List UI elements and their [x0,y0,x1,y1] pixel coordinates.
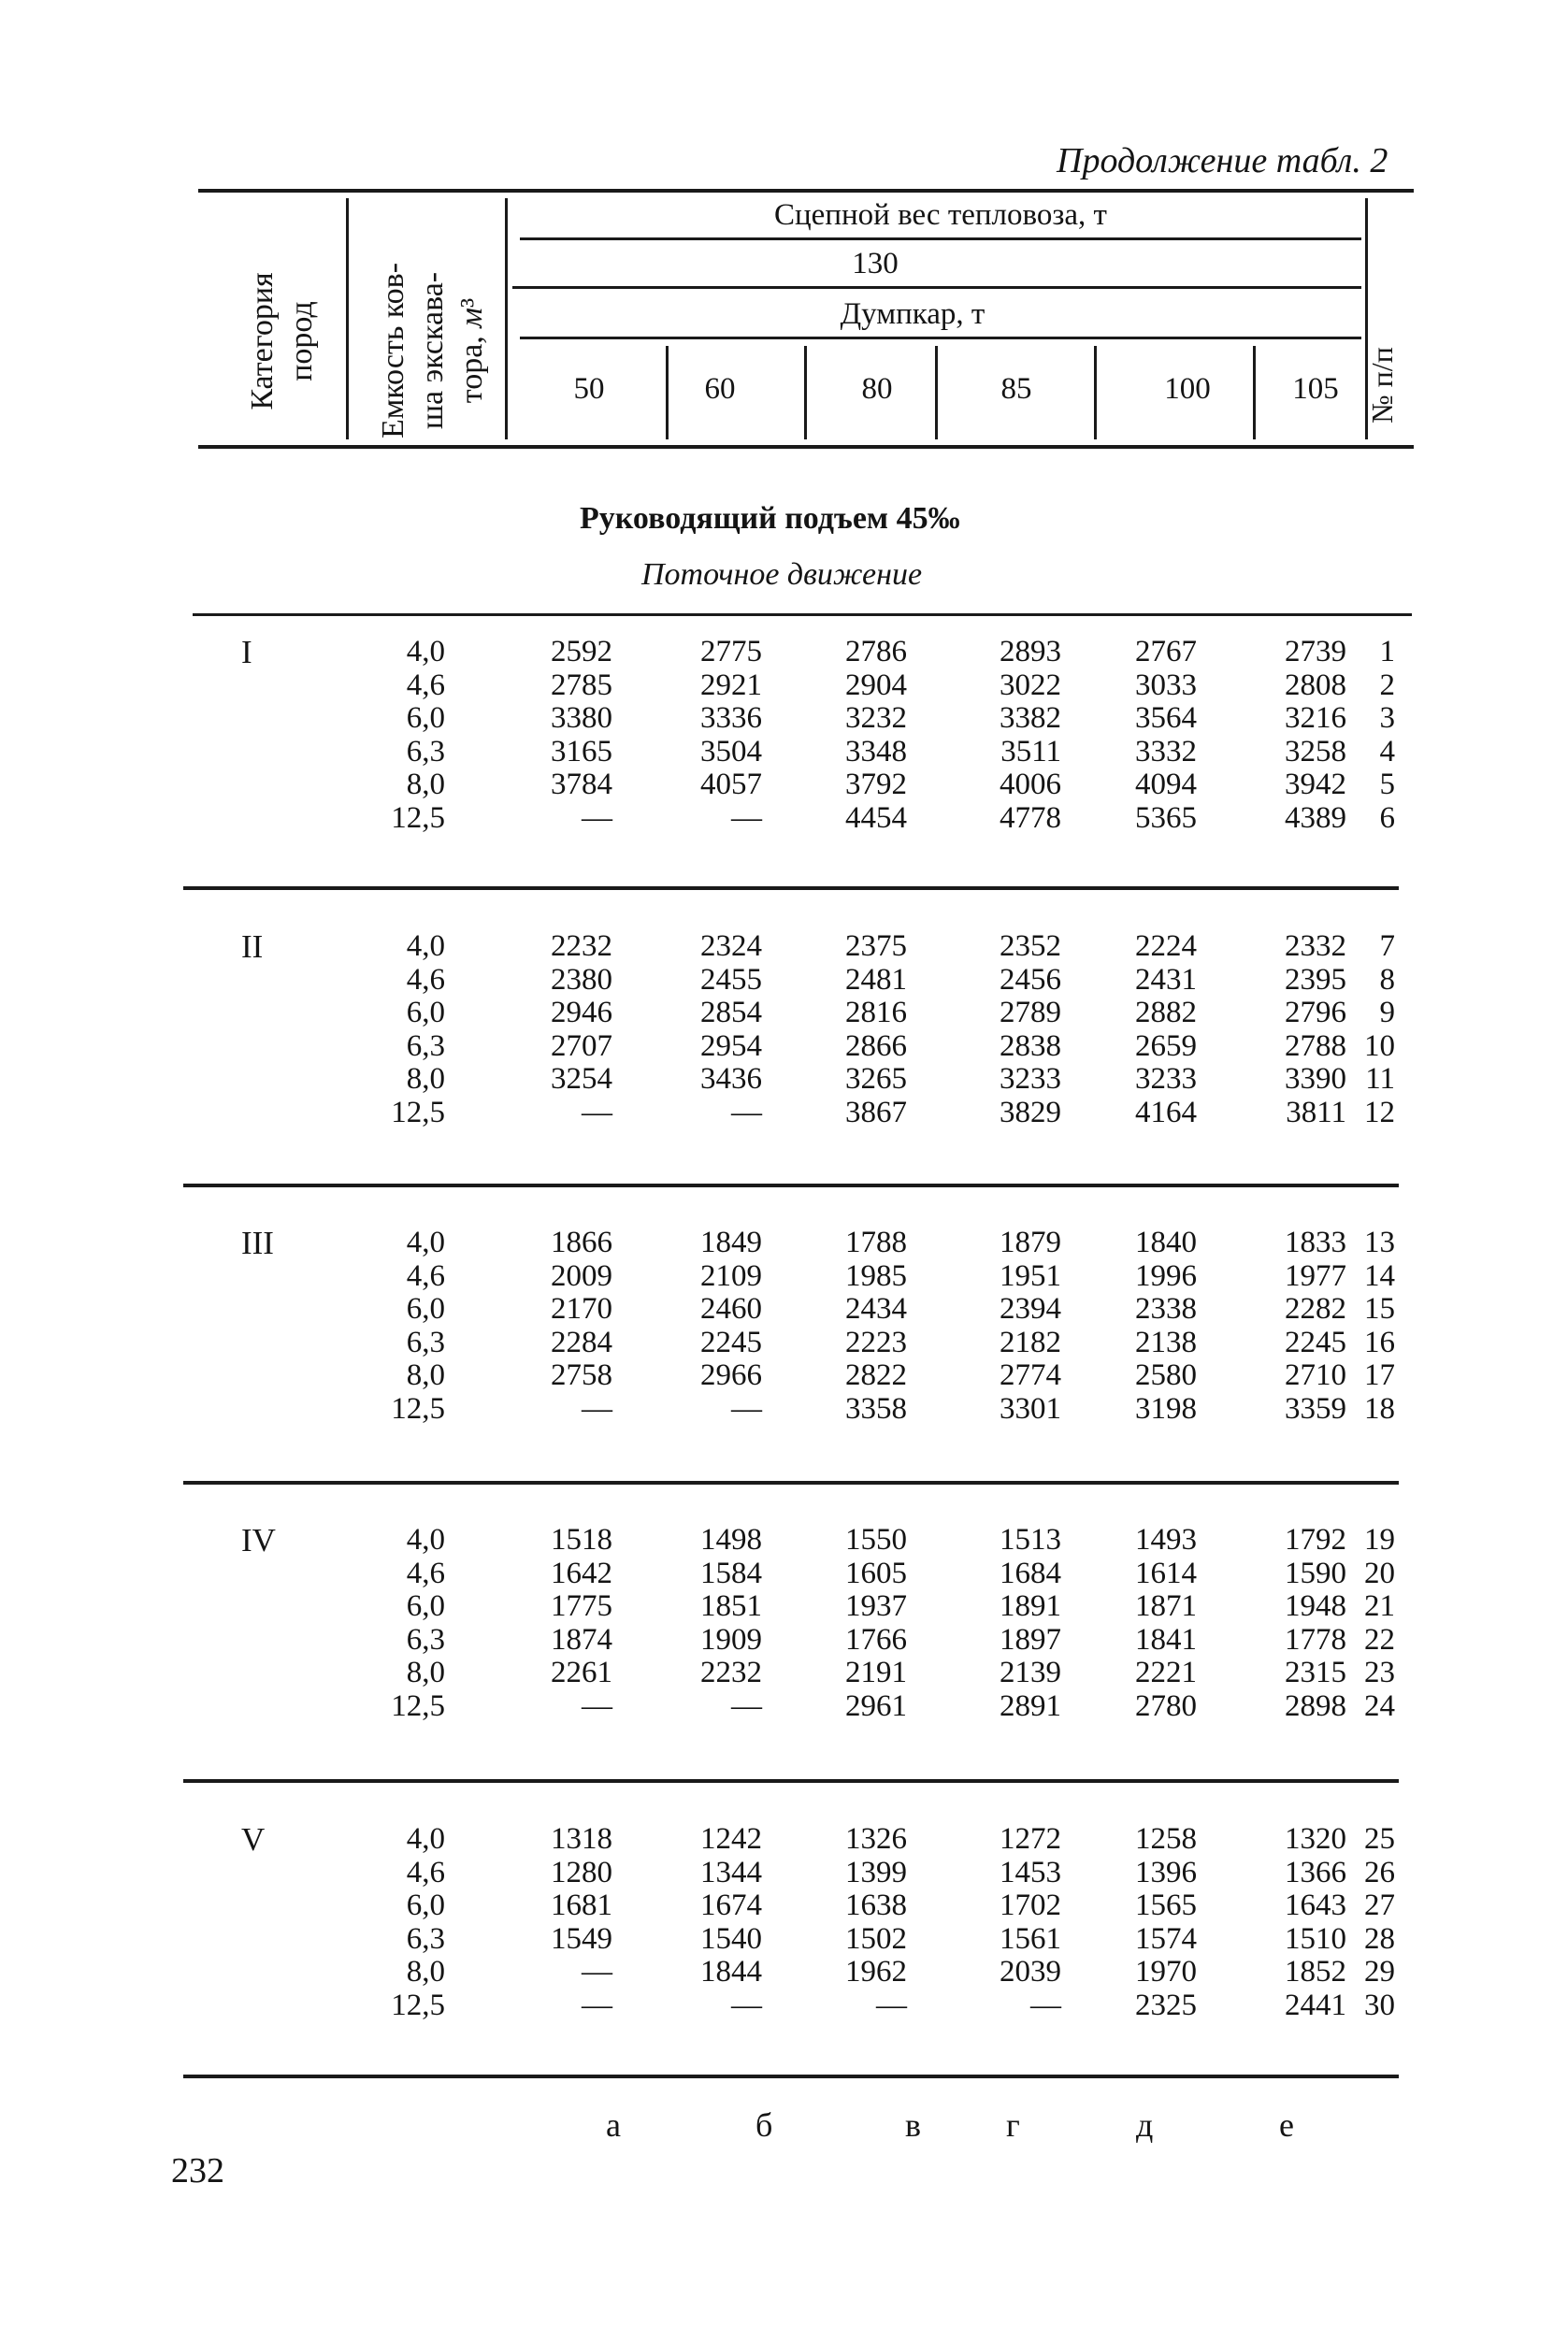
page-number: 232 [171,2151,224,2190]
value-cell: 1909 [700,1622,762,1657]
column-letter: г [1006,2106,1020,2144]
row-index-cell: 26 [1364,1855,1395,1889]
value-cell: 2284 [551,1325,612,1359]
value-cell: 2375 [845,929,907,963]
row-index-cell: 3 [1379,701,1395,735]
value-cell: 3511 [1000,734,1061,768]
value-cell: 1344 [700,1855,762,1889]
value-cell: 1513 [1000,1523,1061,1557]
value-cell: 1605 [845,1556,907,1590]
group-separator-rule [183,1184,1399,1187]
value-cell: 1879 [1000,1226,1061,1259]
value-cell: — [582,1095,612,1129]
value-cell: 2109 [700,1258,762,1293]
column-letter: д [1136,2106,1154,2144]
value-cell: 1970 [1135,1955,1197,1989]
value-cell: 3564 [1135,701,1197,735]
row-index-cell: 11 [1365,1062,1395,1096]
col-sep-2 [804,346,807,439]
row-index-cell: 12 [1364,1095,1395,1129]
col-header-80: 80 [861,372,893,406]
value-cell: 1642 [551,1556,612,1590]
value-cell: 1540 [700,1921,762,1956]
col-header-100: 100 [1164,372,1211,406]
value-cell: 1871 [1135,1589,1197,1623]
value-cell: 1948 [1285,1589,1346,1623]
bucket-capacity-cell: 8,0 [406,1358,445,1392]
bucket-capacity-cell: 8,0 [406,768,445,801]
weight-header: Сцепной вес тепловоза, т [774,198,1107,232]
value-cell: 2460 [700,1292,762,1326]
value-cell: 1638 [845,1889,907,1922]
value-cell: 1510 [1285,1921,1346,1956]
dumpcar-underline [520,337,1361,339]
value-cell: 2261 [551,1656,612,1689]
value-cell: 3258 [1285,734,1346,768]
value-cell: 3216 [1285,701,1346,735]
bucket-capacity-cell: 6,0 [406,1589,445,1623]
bucket-capacity-cell: 4,0 [406,1226,445,1259]
value-cell: 1561 [1000,1921,1061,1956]
row-index-cell: 6 [1379,800,1395,835]
value-cell: 2434 [845,1292,907,1326]
value-cell: 1498 [700,1523,762,1557]
value-cell: 1841 [1135,1622,1197,1657]
bucket-capacity-cell: 4,0 [406,929,445,963]
row-index-cell: 14 [1364,1258,1395,1293]
value-cell: 1549 [551,1921,612,1956]
value-cell: 3390 [1285,1062,1346,1096]
value-cell: 1502 [845,1921,907,1956]
row-index-cell: 7 [1379,929,1395,963]
value-cell: 1242 [700,1822,762,1856]
value-cell: 2224 [1135,929,1197,963]
value-cell: 1584 [700,1556,762,1590]
value-cell: 3336 [700,701,762,735]
value-cell: 1792 [1285,1523,1346,1557]
value-cell: 2921 [700,668,762,702]
value-cell: 2170 [551,1292,612,1326]
value-cell: 2786 [845,635,907,668]
value-cell: — [582,1688,612,1723]
row-index-cell: 1 [1379,635,1395,668]
value-cell: 1453 [1000,1855,1061,1889]
value-cell: 2789 [1000,996,1061,1029]
value-cell: 2767 [1135,635,1197,668]
value-cell: 4057 [700,768,762,801]
value-cell: 2223 [845,1325,907,1359]
column-letter: в [905,2106,921,2144]
row-index-cell: 22 [1364,1622,1395,1657]
value-cell: 1565 [1135,1889,1197,1922]
value-cell: 3436 [700,1062,762,1096]
value-cell: 4006 [1000,768,1061,801]
value-cell: 1674 [700,1889,762,1922]
bucket-capacity-cell: 6,0 [406,701,445,735]
value-cell: 2739 [1285,635,1346,668]
value-cell: 1852 [1285,1955,1346,1989]
value-cell: 3811 [1286,1095,1346,1129]
row-index-cell: 21 [1364,1589,1395,1623]
row-index-cell: 13 [1364,1226,1395,1259]
value-cell: 2866 [845,1028,907,1063]
bucket-capacity-cell: 4,0 [406,1822,445,1856]
value-cell: 2882 [1135,996,1197,1029]
value-cell: 2245 [700,1325,762,1359]
col-header-60: 60 [704,372,736,406]
value-cell: 1574 [1135,1921,1197,1956]
value-cell: 1951 [1000,1258,1061,1293]
value-cell: 3829 [1000,1095,1061,1129]
value-cell: 2481 [845,962,907,997]
value-cell: 2325 [1135,1988,1197,2022]
value-cell: 2441 [1285,1988,1346,2022]
value-cell: 3792 [845,768,907,801]
value-cell: 2182 [1000,1325,1061,1359]
header-top-rule [198,189,1414,193]
value-cell: 3332 [1135,734,1197,768]
row-index-cell: 9 [1379,996,1395,1029]
value-cell: 2775 [700,635,762,668]
value-cell: 2954 [700,1028,762,1063]
bucket-capacity-cell: 4,0 [406,635,445,668]
value-cell: — [582,800,612,835]
value-cell: 2659 [1135,1028,1197,1063]
row-index-cell: 28 [1364,1921,1395,1956]
value-cell: 2854 [700,996,762,1029]
value-cell: 2816 [845,996,907,1029]
bucket-capacity-cell: 8,0 [406,1656,445,1689]
value-cell: 2456 [1000,962,1061,997]
value-cell: 2592 [551,635,612,668]
bucket-capacity-cell: 12,5 [391,1391,445,1426]
bucket-capacity-cell: 6,0 [406,996,445,1029]
category-label: I [241,634,252,670]
row-index-cell: 2 [1379,668,1395,702]
value-cell: 2191 [845,1656,907,1689]
value-cell: 1866 [551,1226,612,1259]
bucket-capacity-cell: 6,3 [406,1325,445,1359]
row-index-header: № п/п [1365,347,1399,424]
value-cell: 2315 [1285,1656,1346,1689]
value-cell: 1937 [845,1589,907,1623]
bucket-capacity-header: Емкость ков- ша экскава- тора, м³ [376,262,489,439]
value-cell: 2785 [551,668,612,702]
value-cell: 2891 [1000,1688,1061,1723]
value-cell: 1684 [1000,1556,1061,1590]
value-cell: 1320 [1285,1822,1346,1856]
col-header-50: 50 [573,372,605,406]
value-cell: 2774 [1000,1358,1061,1392]
value-cell: 2780 [1135,1688,1197,1723]
bucket-capacity-cell: 4,6 [406,668,445,702]
value-cell: 2838 [1000,1028,1061,1063]
row-index-cell: 5 [1379,768,1395,801]
value-cell: — [582,1955,612,1989]
value-cell: 2245 [1285,1325,1346,1359]
value-cell: 1766 [845,1622,907,1657]
value-cell: — [731,1688,762,1723]
value-cell: 1396 [1135,1855,1197,1889]
bucket-capacity-cell: 6,3 [406,1028,445,1063]
value-cell: 5365 [1135,800,1197,835]
value-cell: 1518 [551,1523,612,1557]
section-subtitle: Поточное движение [641,557,923,592]
bucket-capacity-cell: 12,5 [391,1988,445,2022]
column-letter: а [606,2106,621,2144]
value-cell: 2394 [1000,1292,1061,1326]
value-cell: 1891 [1000,1589,1061,1623]
value-cell: 1962 [845,1955,907,1989]
value-cell: 3382 [1000,701,1061,735]
bucket-capacity-cell: 8,0 [406,1062,445,1096]
bucket-capacity-cell: 8,0 [406,1955,445,1989]
value-cell: 2707 [551,1028,612,1063]
value-cell: 3033 [1135,668,1197,702]
value-cell: 2232 [700,1656,762,1689]
value-cell: 2961 [845,1688,907,1723]
value-cell: 1318 [551,1822,612,1856]
row-index-cell: 19 [1364,1523,1395,1557]
value-cell: 2009 [551,1258,612,1293]
bucket-capacity-cell: 4,6 [406,962,445,997]
value-cell: 1775 [551,1589,612,1623]
value-cell: 3254 [551,1062,612,1096]
value-cell: 1272 [1000,1822,1061,1856]
value-cell: 3233 [1000,1062,1061,1096]
row-index-cell: 18 [1364,1391,1395,1426]
category-label: II [241,928,264,965]
category-label: V [241,1821,266,1858]
value-cell: 2796 [1285,996,1346,1029]
value-cell: 2138 [1135,1325,1197,1359]
bucket-capacity-cell: 4,6 [406,1855,445,1889]
value-cell: 2946 [551,996,612,1029]
value-cell: 2380 [551,962,612,997]
row-index-cell: 27 [1364,1889,1395,1922]
value-cell: 3232 [845,701,907,735]
value-cell: 3233 [1135,1062,1197,1096]
value-cell: 1840 [1135,1226,1197,1259]
value-cell: — [731,1988,762,2022]
value-cell: 1833 [1285,1226,1346,1259]
row-index-cell: 4 [1379,734,1395,768]
column-letter: е [1279,2106,1294,2144]
row-index-cell: 15 [1364,1292,1395,1326]
value-cell: 4454 [845,800,907,835]
value-cell: 1897 [1000,1622,1061,1657]
header-vrule-2 [505,198,508,439]
row-index-cell: 20 [1364,1556,1395,1590]
value-cell: 1844 [700,1955,762,1989]
value-cell: 1590 [1285,1556,1346,1590]
value-cell: 2822 [845,1358,907,1392]
header-vrule-1 [346,198,349,439]
value-cell: 4389 [1285,800,1346,835]
value-cell: 3359 [1285,1391,1346,1426]
weight-value: 130 [852,247,899,280]
value-cell: 2431 [1135,962,1197,997]
value-cell: 4164 [1135,1095,1197,1129]
value-cell: 1614 [1135,1556,1197,1590]
weight-underline [520,237,1361,240]
bucket-capacity-cell: 4,0 [406,1523,445,1557]
value-cell: 3784 [551,768,612,801]
value-cell: 2580 [1135,1358,1197,1392]
row-index-cell: 29 [1364,1955,1395,1989]
bucket-capacity-cell: 6,0 [406,1889,445,1922]
row-index-cell: 23 [1364,1656,1395,1689]
value-cell: 4778 [1000,800,1061,835]
value-cell: 3380 [551,701,612,735]
value-cell: 3867 [845,1095,907,1129]
bucket-capacity-cell: 12,5 [391,1095,445,1129]
value-cell: 2332 [1285,929,1346,963]
value-cell: 2324 [700,929,762,963]
value-cell: 1778 [1285,1622,1346,1657]
value-cell: 2338 [1135,1292,1197,1326]
value-cell: — [731,1391,762,1426]
value-cell: — [582,1391,612,1426]
value-cell: 4094 [1135,768,1197,801]
value-cell: 2966 [700,1358,762,1392]
row-index-cell: 16 [1364,1325,1395,1359]
value-cell: 2898 [1285,1688,1346,1723]
value-cell: 1977 [1285,1258,1346,1293]
bucket-capacity-cell: 4,6 [406,1556,445,1590]
value-cell: 2893 [1000,635,1061,668]
value-cell: 1550 [845,1523,907,1557]
value-cell: — [731,1095,762,1129]
value-cell: — [582,1988,612,2022]
bucket-capacity-cell: 12,5 [391,1688,445,1723]
group-separator-rule [183,886,1399,890]
col-sep-4 [1094,346,1097,439]
row-index-cell: 25 [1364,1822,1395,1856]
value-cell: 1643 [1285,1889,1346,1922]
value-cell: 2221 [1135,1656,1197,1689]
value-cell: 3198 [1135,1391,1197,1426]
bucket-capacity-cell: 6,3 [406,1921,445,1956]
col-header-105: 105 [1292,372,1339,406]
value-cell: 2808 [1285,668,1346,702]
value-cell: 2282 [1285,1292,1346,1326]
value-cell: 1280 [551,1855,612,1889]
value-cell: 2232 [551,929,612,963]
category-label: III [241,1225,274,1261]
value-cell: 1788 [845,1226,907,1259]
value-cell: 1851 [700,1589,762,1623]
weight-value-underline [512,286,1361,289]
value-cell: 1985 [845,1258,907,1293]
group-separator-rule [183,1481,1399,1485]
value-cell: — [1030,1988,1061,2022]
value-cell: 1874 [551,1622,612,1657]
bucket-capacity-cell: 6,3 [406,734,445,768]
value-cell: 2758 [551,1358,612,1392]
value-cell: 3022 [1000,668,1061,702]
bucket-capacity-cell: 6,0 [406,1292,445,1326]
table-continuation-caption: Продолжение табл. 2 [1057,141,1388,180]
section-rule [193,613,1412,616]
row-index-cell: 30 [1364,1988,1395,2022]
value-cell: — [731,800,762,835]
value-cell: 1996 [1135,1258,1197,1293]
bucket-capacity-cell: 12,5 [391,800,445,835]
value-cell: 1399 [845,1855,907,1889]
category-label: IV [241,1522,276,1558]
bucket-capacity-cell: 6,3 [406,1622,445,1657]
value-cell: 3358 [845,1391,907,1426]
group-separator-rule [183,1779,1399,1783]
row-index-cell: 17 [1364,1358,1395,1392]
value-cell: 3301 [1000,1391,1061,1426]
value-cell: 3265 [845,1062,907,1096]
value-cell: 2904 [845,668,907,702]
value-cell: 2139 [1000,1656,1061,1689]
value-cell: 2395 [1285,962,1346,997]
column-letter: б [755,2106,773,2144]
bucket-capacity-cell: 4,6 [406,1258,445,1293]
value-cell: 1258 [1135,1822,1197,1856]
col-sep-1 [666,346,669,439]
value-cell: — [876,1988,907,2022]
col-header-85: 85 [1000,372,1032,406]
row-index-cell: 10 [1364,1028,1395,1063]
category-header: Категория пород [245,272,319,410]
value-cell: 3165 [551,734,612,768]
value-cell: 1681 [551,1889,612,1922]
dumpcar-header: Думпкар, т [840,297,985,331]
value-cell: 3348 [845,734,907,768]
row-index-cell: 24 [1364,1688,1395,1723]
value-cell: 2710 [1285,1358,1346,1392]
value-cell: 2352 [1000,929,1061,963]
value-cell: 1366 [1285,1855,1346,1889]
value-cell: 1849 [700,1226,762,1259]
value-cell: 2039 [1000,1955,1061,1989]
value-cell: 3942 [1285,768,1346,801]
section-title: Руководящий подъем 45‰ [580,501,960,536]
value-cell: 2455 [700,962,762,997]
value-cell: 1493 [1135,1523,1197,1557]
value-cell: 1702 [1000,1889,1061,1922]
row-index-cell: 8 [1379,962,1395,997]
value-cell: 1326 [845,1822,907,1856]
group-separator-rule [183,2075,1399,2078]
value-cell: 2788 [1285,1028,1346,1063]
value-cell: 3504 [700,734,762,768]
